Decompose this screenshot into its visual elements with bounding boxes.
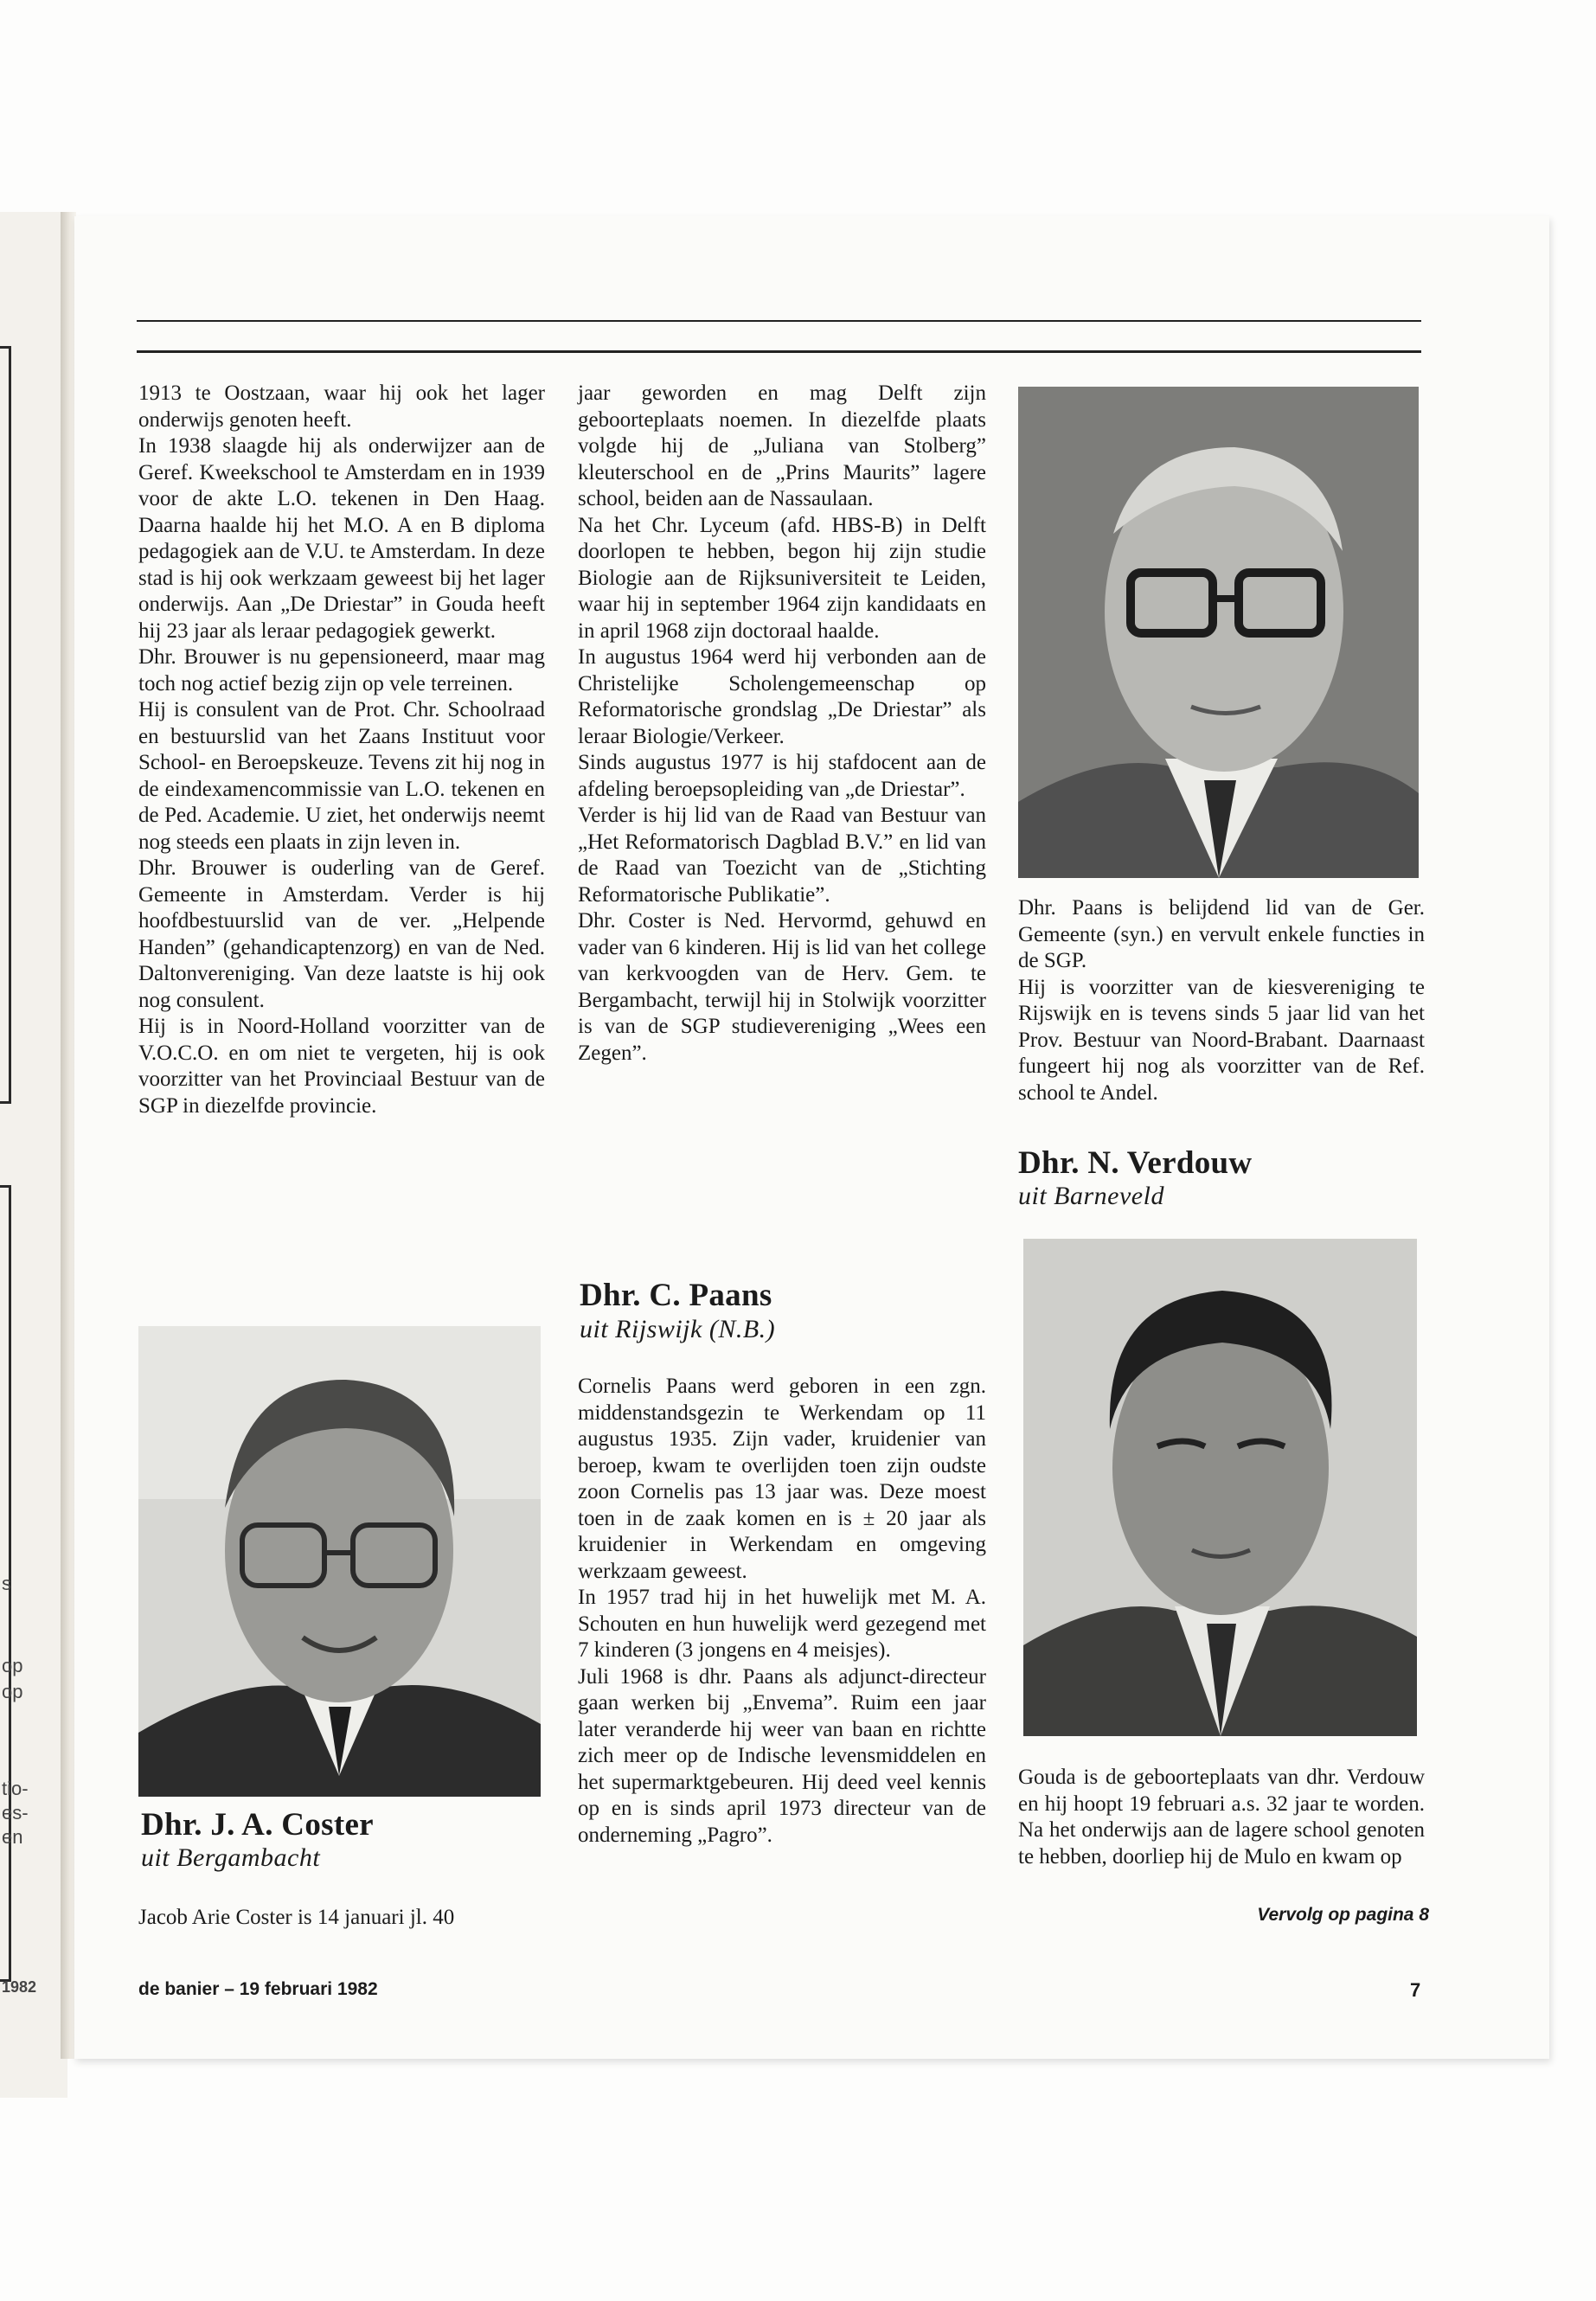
paragraph: 1913 te Oostzaan, waar hij ook het lager onderwijs genoten heeft.: [138, 381, 545, 432]
previous-page-fragment: op: [2, 1681, 23, 1702]
continued-on-page-note: Vervolg op pagina 8: [1257, 1905, 1429, 1925]
portrait-photo-coster: [138, 1326, 541, 1797]
heading-paans-name: Dhr. C. Paans: [580, 1278, 772, 1313]
heading-coster-name: Dhr. J. A. Coster: [141, 1807, 374, 1843]
portrait-photo-paans: [1018, 387, 1419, 878]
article-column-1: [138, 381, 545, 1119]
previous-page-fragment: tio-: [2, 1778, 29, 1799]
footer-page-number: 7: [1410, 1979, 1421, 2001]
paragraph: Sinds augustus 1977 is hij stafdocent aan de afdeling beroepsopleiding van „de Driestar”.: [578, 751, 986, 801]
heading-paans-place: uit Rijswijk (N.B.): [580, 1315, 776, 1343]
heading-coster-place: uit Bergambacht: [141, 1843, 321, 1872]
paragraph: jaar geworden en mag Delft zijn geboorteplaats noemen. In diezelfde plaats volgde hij de „Juliana van Stolberg” kleuterschool en de „Prins Maurits” lagere school, beiden aan de Nassaulaan.: [578, 381, 986, 510]
header-rule: [137, 350, 1421, 353]
previous-page-fragment: op: [2, 1655, 23, 1676]
previous-page-fragment: s: [2, 1573, 11, 1594]
article-column-2: [578, 381, 986, 1067]
heading-verdouw-place: uit Barneveld: [1018, 1182, 1164, 1210]
paragraph: In augustus 1964 werd hij verbonden aan de Christelijke Scholengemeenschap op Reformatorische grondslag „De Driestar” als leraar Biologie/Verkeer.: [578, 645, 986, 748]
paragraph: Hij is voorzitter van de kiesvereniging te Rijswijk en is tevens sinds 5 jaar lid van het Prov. Bestuur van Noord-Brabant. Daarnaast fungeert hij nog als voorzitter van de Ref. school te Andel.: [1018, 975, 1425, 1105]
paragraph: Dhr. Paans is belijdend lid van de Ger. Gemeente (syn.) en vervult enkele functies in de SGP.: [1018, 896, 1425, 972]
paragraph: Cornelis Paans werd geboren in een zgn. middenstandsgezin te Werkendam op 11 augustus 1935. Zijn vader, kruidenier van beroep, kwam te overlijden toen zijn oudste zoon Cornelis pas 13 jaar was. Deze moest toen in de zaak komen en is ± 20 jaar als kruidenier in Werkendam en omgeving werkzaam geweest.: [578, 1375, 986, 1583]
previous-page-frame: [0, 346, 11, 1104]
previous-page-edge: [0, 212, 67, 2098]
footer-publication: de banier – 19 februari 1982: [138, 1979, 378, 1999]
heading-verdouw-name: Dhr. N. Verdouw: [1018, 1145, 1253, 1181]
portrait-photo-verdouw: [1023, 1239, 1417, 1736]
paragraph: Juli 1968 is dhr. Paans als adjunct-directeur gaan werken bij „Envema”. Ruim een jaar later veranderde hij weer van baan en richtte zich meer op de Indische levensmiddelen en het supermarktgebeuren. Hij deed veel kennis op en is sinds april 1973 directeur van de onderneming „Pagro”.: [578, 1664, 986, 1847]
header-rule: [137, 320, 1421, 322]
article-column-3: [1018, 895, 1425, 1106]
article-verdouw-body: [1018, 1765, 1425, 1870]
paragraph: Hij is consulent van de Prot. Chr. Schoolraad en bestuurslid van het Zaans Instituut voor School- en Beroepskeuze. Tevens zit hij nog in de eindexamencommissie van L.O. tekenen en de Ped. Academie. U ziet, het onderwijs neemt nog steeds een plaats in zijn leven in.: [138, 698, 545, 854]
previous-page-fragment: es-: [2, 1802, 29, 1823]
previous-page-fragment: en: [2, 1826, 23, 1848]
paragraph: Verder is hij lid van de Raad van Bestuur van „Het Reformatorisch Dagblad B.V.” en lid van de Raad van Toezicht van de „Stichting Reformatorische Publikatie”.: [578, 804, 986, 907]
paragraph: Gouda is de geboorteplaats van dhr. Verdouw en hij hoopt 19 februari a.s. 32 jaar te worden. Na het onderwijs aan de lagere school genoten te hebben, doorliep hij de Mulo en kwam op: [1018, 1766, 1425, 1868]
paragraph: Dhr. Brouwer is ouderling van de Geref. Gemeente in Amsterdam. Verder is hij hoofdbestuurslid van de ver. „Helpende Handen” (gehandicaptenzorg) en van de Ned. Daltonvereniging. Van deze laatste is hij ook nog consulent.: [138, 856, 545, 1012]
paragraph: Hij is in Noord-Holland voorzitter van de V.O.C.O. en om niet te vergeten, hij is ook voorzitter van het Provinciaal Bestuur van de SGP in diezelfde provincie.: [138, 1015, 545, 1118]
paragraph: Dhr. Coster is Ned. Hervormd, gehuwd en vader van 6 kinderen. Hij is lid van het college van kerkvoogden van de Herv. Gem. te Bergambacht, terwijl hij in Stolwijk voorzitter is van de SGP studievereniging „Wees een Zegen”.: [578, 909, 986, 1065]
paragraph: Jacob Arie Coster is 14 januari jl. 40: [138, 1906, 455, 1929]
article-paans-body: [578, 1374, 986, 1849]
previous-page-fragment: 1982: [2, 1978, 37, 1996]
paragraph: In 1957 trad hij in het huwelijk met M. A. Schouten en hun huwelijk werd gezegend met 7 kinderen (3 jongens en 4 meisjes).: [578, 1586, 986, 1662]
paragraph: Na het Chr. Lyceum (afd. HBS-B) in Delft doorlopen te hebben, begon hij zijn studie Biologie aan de Rijksuniversiteit te Leiden, waar hij in september 1964 zijn kandidaats en in april 1968 zijn doctoraal haalde.: [578, 513, 986, 643]
paragraph: Dhr. Brouwer is nu gepensioneerd, maar mag toch nog actief bezig zijn op vele terreinen.: [138, 645, 545, 695]
paragraph: In 1938 slaagde hij als onderwijzer aan de Geref. Kweekschool te Amsterdam en in 1939 voor de akte L.O. tekenen in Den Haag. Daarna haalde hij het M.O. A en B diploma pedagogiek aan de V.U. te Amsterdam. In deze stad is hij ook werkzaam geweest bij het lager onderwijs. Aan „De Driestar” in Gouda heeft hij 23 jaar als leraar pedagogiek gewerkt.: [138, 434, 545, 643]
